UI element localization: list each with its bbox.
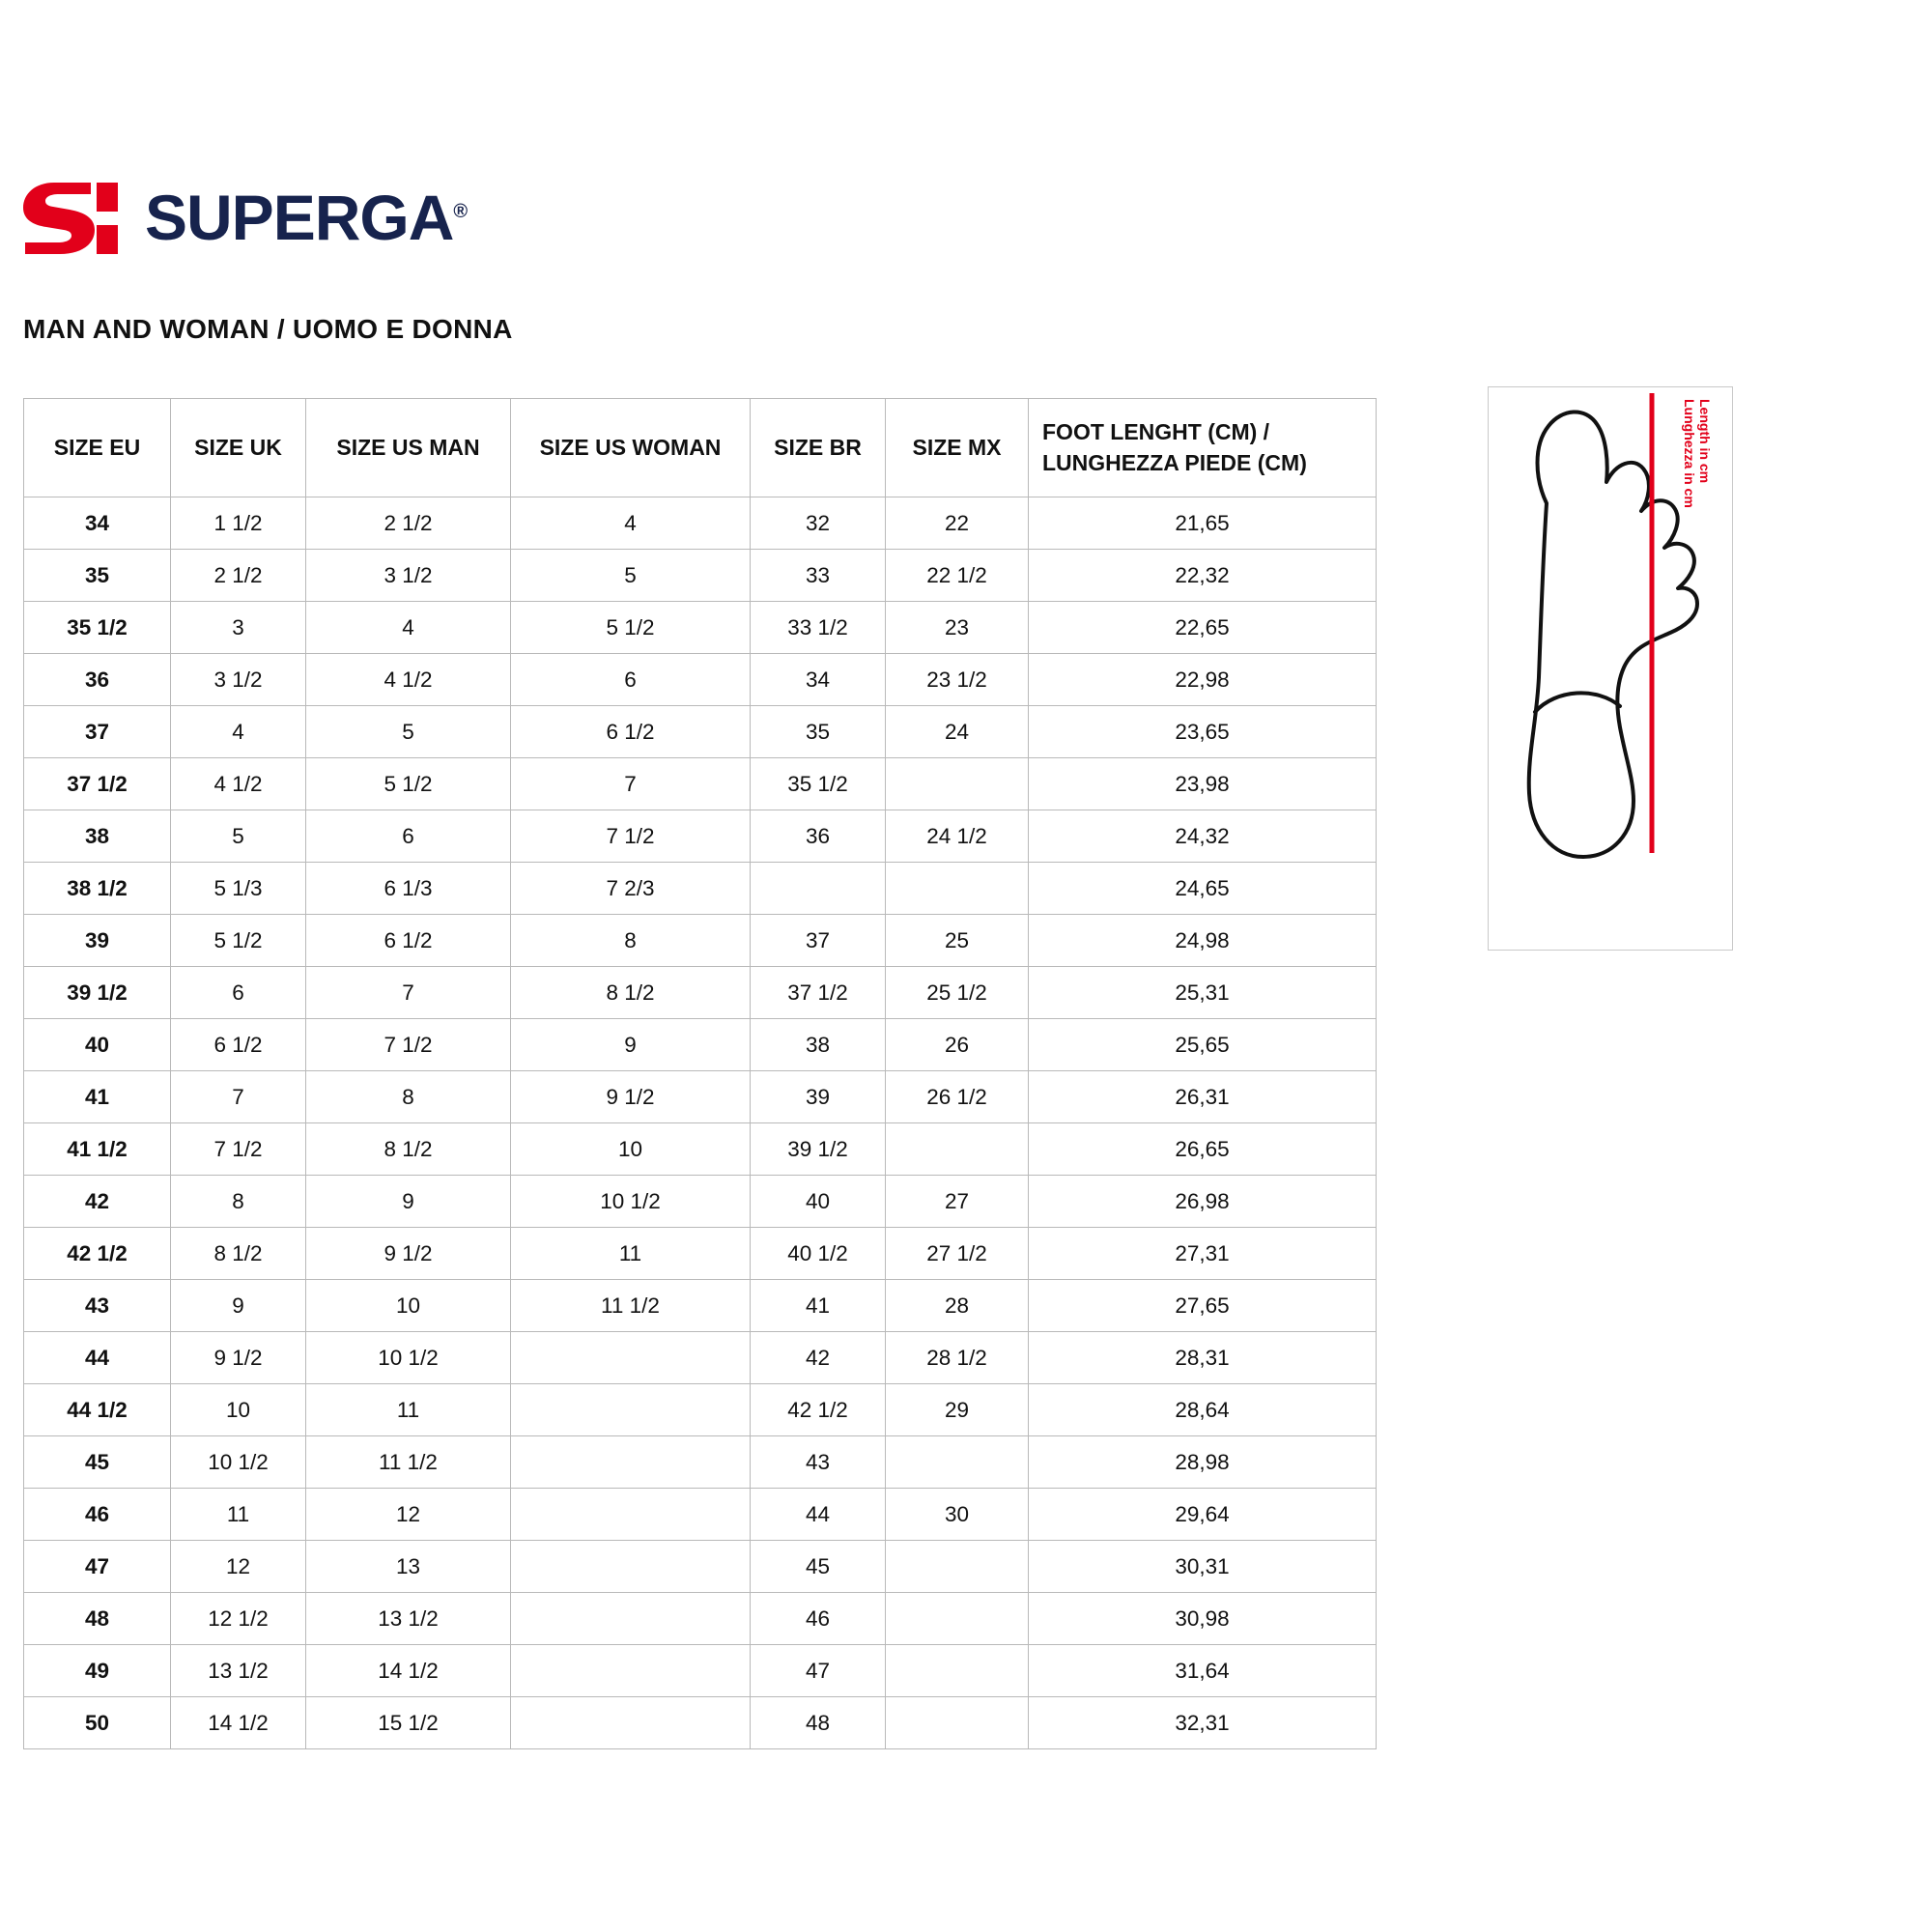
cell-col-us-woman xyxy=(511,1489,751,1541)
cell-col-us-woman: 10 1/2 xyxy=(511,1176,751,1228)
cell-col-us-man: 3 1/2 xyxy=(306,550,511,602)
cell-col-br: 48 xyxy=(751,1697,886,1749)
cell-col-mx: 26 1/2 xyxy=(886,1071,1029,1123)
table-row xyxy=(24,706,1377,758)
cell-col-eu: 46 xyxy=(24,1489,171,1541)
cell-col-uk: 10 xyxy=(171,1384,306,1436)
cell-col-us-man: 5 xyxy=(306,706,511,758)
cell-col-us-man: 13 xyxy=(306,1541,511,1593)
cell-col-us-man: 15 1/2 xyxy=(306,1697,511,1749)
cell-col-us-woman xyxy=(511,1436,751,1489)
cell-col-foot-length: 30,31 xyxy=(1029,1541,1377,1593)
table-row xyxy=(24,1593,1377,1645)
cell-col-us-woman: 6 xyxy=(511,654,751,706)
cell-col-foot-length: 24,65 xyxy=(1029,863,1377,915)
table-row xyxy=(24,1436,1377,1489)
cell-col-mx: 25 xyxy=(886,915,1029,967)
cell-col-us-man: 13 1/2 xyxy=(306,1593,511,1645)
cell-col-mx: 24 1/2 xyxy=(886,810,1029,863)
cell-col-us-man: 7 1/2 xyxy=(306,1019,511,1071)
table-row xyxy=(24,758,1377,810)
cell-col-eu: 41 xyxy=(24,1071,171,1123)
page-subtitle: MAN AND WOMAN / UOMO E DONNA xyxy=(23,314,513,344)
cell-col-us-woman xyxy=(511,1332,751,1384)
cell-col-uk: 9 1/2 xyxy=(171,1332,306,1384)
table-row xyxy=(24,1019,1377,1071)
cell-col-uk: 4 1/2 xyxy=(171,758,306,810)
cell-col-us-man: 6 xyxy=(306,810,511,863)
table-row xyxy=(24,1384,1377,1436)
cell-col-eu: 37 1/2 xyxy=(24,758,171,810)
cell-col-foot-length: 29,64 xyxy=(1029,1489,1377,1541)
cell-col-br: 40 1/2 xyxy=(751,1228,886,1280)
cell-col-foot-length: 31,64 xyxy=(1029,1645,1377,1697)
cell-col-mx: 23 1/2 xyxy=(886,654,1029,706)
cell-col-mx xyxy=(886,758,1029,810)
cell-col-br: 35 1/2 xyxy=(751,758,886,810)
cell-col-eu: 36 xyxy=(24,654,171,706)
cell-col-us-woman: 9 1/2 xyxy=(511,1071,751,1123)
cell-col-us-man: 10 1/2 xyxy=(306,1332,511,1384)
cell-col-eu: 44 1/2 xyxy=(24,1384,171,1436)
foot-length-line-1: FOOT LENGHT (CM) / xyxy=(1042,419,1270,445)
cell-col-uk: 5 1/3 xyxy=(171,863,306,915)
cell-col-us-woman xyxy=(511,1384,751,1436)
cell-col-eu: 48 xyxy=(24,1593,171,1645)
cell-col-br: 41 xyxy=(751,1280,886,1332)
cell-col-eu: 38 1/2 xyxy=(24,863,171,915)
cell-col-mx: 24 xyxy=(886,706,1029,758)
cell-col-br: 37 1/2 xyxy=(751,967,886,1019)
cell-col-foot-length: 30,98 xyxy=(1029,1593,1377,1645)
cell-col-uk: 3 1/2 xyxy=(171,654,306,706)
cell-col-eu: 35 1/2 xyxy=(24,602,171,654)
cell-col-br: 39 1/2 xyxy=(751,1123,886,1176)
cell-col-br: 33 xyxy=(751,550,886,602)
foot-measurement-diagram xyxy=(1488,386,1733,951)
cell-col-uk: 2 1/2 xyxy=(171,550,306,602)
cell-col-br: 44 xyxy=(751,1489,886,1541)
cell-col-us-man: 9 xyxy=(306,1176,511,1228)
cell-col-mx: 27 1/2 xyxy=(886,1228,1029,1280)
table-row xyxy=(24,1697,1377,1749)
cell-col-foot-length: 24,32 xyxy=(1029,810,1377,863)
column-header-size-uk: SIZE UK xyxy=(171,399,306,497)
table-row xyxy=(24,967,1377,1019)
cell-col-foot-length: 28,64 xyxy=(1029,1384,1377,1436)
cell-col-eu: 43 xyxy=(24,1280,171,1332)
cell-col-eu: 40 xyxy=(24,1019,171,1071)
cell-col-foot-length: 22,65 xyxy=(1029,602,1377,654)
cell-col-foot-length: 24,98 xyxy=(1029,915,1377,967)
brand-name: SUPERGA xyxy=(145,182,454,253)
cell-col-us-woman: 7 2/3 xyxy=(511,863,751,915)
cell-col-us-woman: 6 1/2 xyxy=(511,706,751,758)
column-header-size-us-man: SIZE US MAN xyxy=(306,399,511,497)
cell-col-us-man: 7 xyxy=(306,967,511,1019)
cell-col-us-man: 2 1/2 xyxy=(306,497,511,550)
table-row xyxy=(24,1280,1377,1332)
cell-col-br: 42 1/2 xyxy=(751,1384,886,1436)
table-row xyxy=(24,654,1377,706)
foot-length-line-2: LUNGHEZZA PIEDE (CM) xyxy=(1042,449,1307,475)
table-row xyxy=(24,1123,1377,1176)
cell-col-mx: 22 1/2 xyxy=(886,550,1029,602)
cell-col-us-woman xyxy=(511,1541,751,1593)
cell-col-br: 37 xyxy=(751,915,886,967)
cell-col-us-man: 11 xyxy=(306,1384,511,1436)
cell-col-foot-length: 28,31 xyxy=(1029,1332,1377,1384)
cell-col-us-woman: 4 xyxy=(511,497,751,550)
cell-col-mx: 25 1/2 xyxy=(886,967,1029,1019)
cell-col-mx: 26 xyxy=(886,1019,1029,1071)
cell-col-mx xyxy=(886,1541,1029,1593)
cell-col-br: 38 xyxy=(751,1019,886,1071)
cell-col-br: 45 xyxy=(751,1541,886,1593)
table-row xyxy=(24,915,1377,967)
cell-col-uk: 4 xyxy=(171,706,306,758)
cell-col-mx: 28 xyxy=(886,1280,1029,1332)
column-header-size-br: SIZE BR xyxy=(751,399,886,497)
cell-col-uk: 9 xyxy=(171,1280,306,1332)
cell-col-foot-length: 27,31 xyxy=(1029,1228,1377,1280)
cell-col-mx: 22 xyxy=(886,497,1029,550)
cell-col-uk: 8 1/2 xyxy=(171,1228,306,1280)
column-header-foot-length xyxy=(1029,399,1377,497)
cell-col-uk: 6 xyxy=(171,967,306,1019)
cell-col-br: 42 xyxy=(751,1332,886,1384)
cell-col-mx xyxy=(886,863,1029,915)
cell-col-uk: 12 xyxy=(171,1541,306,1593)
cell-col-br: 47 xyxy=(751,1645,886,1697)
cell-col-us-man: 4 1/2 xyxy=(306,654,511,706)
table-row xyxy=(24,1228,1377,1280)
cell-col-us-man: 9 1/2 xyxy=(306,1228,511,1280)
cell-col-mx xyxy=(886,1697,1029,1749)
cell-col-eu: 45 xyxy=(24,1436,171,1489)
cell-col-foot-length: 27,65 xyxy=(1029,1280,1377,1332)
cell-col-foot-length: 23,98 xyxy=(1029,758,1377,810)
cell-col-foot-length: 22,32 xyxy=(1029,550,1377,602)
cell-col-foot-length: 23,65 xyxy=(1029,706,1377,758)
registered-mark: ® xyxy=(453,201,468,222)
cell-col-eu: 47 xyxy=(24,1541,171,1593)
column-header-size-eu: SIZE EU xyxy=(24,399,171,497)
cell-col-foot-length: 32,31 xyxy=(1029,1697,1377,1749)
cell-col-eu: 44 xyxy=(24,1332,171,1384)
cell-col-us-woman: 11 1/2 xyxy=(511,1280,751,1332)
cell-col-us-man: 6 1/2 xyxy=(306,915,511,967)
diagram-label-en: Length in cm xyxy=(1697,399,1713,484)
cell-col-us-woman: 5 xyxy=(511,550,751,602)
cell-col-br: 34 xyxy=(751,654,886,706)
cell-col-us-woman xyxy=(511,1697,751,1749)
cell-col-br: 36 xyxy=(751,810,886,863)
cell-col-br xyxy=(751,863,886,915)
cell-col-foot-length: 26,31 xyxy=(1029,1071,1377,1123)
cell-col-uk: 1 1/2 xyxy=(171,497,306,550)
cell-col-us-woman: 5 1/2 xyxy=(511,602,751,654)
cell-col-eu: 42 xyxy=(24,1176,171,1228)
cell-col-uk: 5 xyxy=(171,810,306,863)
cell-col-eu: 41 1/2 xyxy=(24,1123,171,1176)
cell-col-us-woman: 7 1/2 xyxy=(511,810,751,863)
cell-col-mx xyxy=(886,1645,1029,1697)
table-header-row xyxy=(24,399,1377,497)
cell-col-br: 33 1/2 xyxy=(751,602,886,654)
cell-col-mx xyxy=(886,1123,1029,1176)
table-row xyxy=(24,863,1377,915)
cell-col-us-man: 12 xyxy=(306,1489,511,1541)
cell-col-us-woman: 9 xyxy=(511,1019,751,1071)
cell-col-mx xyxy=(886,1436,1029,1489)
table-row xyxy=(24,1176,1377,1228)
cell-col-us-man: 14 1/2 xyxy=(306,1645,511,1697)
cell-col-us-man: 8 1/2 xyxy=(306,1123,511,1176)
cell-col-mx: 29 xyxy=(886,1384,1029,1436)
cell-col-uk: 8 xyxy=(171,1176,306,1228)
cell-col-uk: 12 1/2 xyxy=(171,1593,306,1645)
cell-col-eu: 35 xyxy=(24,550,171,602)
cell-col-mx xyxy=(886,1593,1029,1645)
cell-col-us-woman: 11 xyxy=(511,1228,751,1280)
cell-col-us-woman: 10 xyxy=(511,1123,751,1176)
cell-col-uk: 7 xyxy=(171,1071,306,1123)
cell-col-us-man: 11 1/2 xyxy=(306,1436,511,1489)
cell-col-mx: 23 xyxy=(886,602,1029,654)
cell-col-foot-length: 25,65 xyxy=(1029,1019,1377,1071)
table-row xyxy=(24,1541,1377,1593)
cell-col-eu: 39 1/2 xyxy=(24,967,171,1019)
column-header-size-mx: SIZE MX xyxy=(886,399,1029,497)
cell-col-br: 32 xyxy=(751,497,886,550)
cell-col-foot-length: 26,65 xyxy=(1029,1123,1377,1176)
cell-col-uk: 13 1/2 xyxy=(171,1645,306,1697)
cell-col-foot-length: 22,98 xyxy=(1029,654,1377,706)
cell-col-eu: 34 xyxy=(24,497,171,550)
cell-col-uk: 7 1/2 xyxy=(171,1123,306,1176)
cell-col-br: 35 xyxy=(751,706,886,758)
cell-col-us-woman: 8 1/2 xyxy=(511,967,751,1019)
cell-col-uk: 14 1/2 xyxy=(171,1697,306,1749)
table-row xyxy=(24,1071,1377,1123)
cell-col-br: 39 xyxy=(751,1071,886,1123)
cell-col-eu: 39 xyxy=(24,915,171,967)
cell-col-uk: 6 1/2 xyxy=(171,1019,306,1071)
cell-col-uk: 10 1/2 xyxy=(171,1436,306,1489)
cell-col-mx: 28 1/2 xyxy=(886,1332,1029,1384)
cell-col-foot-length: 25,31 xyxy=(1029,967,1377,1019)
brand-wordmark xyxy=(145,182,468,253)
cell-col-us-woman: 8 xyxy=(511,915,751,967)
table-row xyxy=(24,602,1377,654)
cell-col-us-man: 10 xyxy=(306,1280,511,1332)
cell-col-eu: 42 1/2 xyxy=(24,1228,171,1280)
cell-col-foot-length: 26,98 xyxy=(1029,1176,1377,1228)
superga-s-icon xyxy=(21,179,135,256)
table-row xyxy=(24,550,1377,602)
cell-col-foot-length: 28,98 xyxy=(1029,1436,1377,1489)
cell-col-us-man: 5 1/2 xyxy=(306,758,511,810)
cell-col-us-woman xyxy=(511,1645,751,1697)
cell-col-br: 40 xyxy=(751,1176,886,1228)
cell-col-uk: 5 1/2 xyxy=(171,915,306,967)
cell-col-br: 43 xyxy=(751,1436,886,1489)
cell-col-us-man: 6 1/3 xyxy=(306,863,511,915)
cell-col-eu: 49 xyxy=(24,1645,171,1697)
cell-col-foot-length: 21,65 xyxy=(1029,497,1377,550)
cell-col-us-man: 4 xyxy=(306,602,511,654)
table-body xyxy=(24,497,1377,1749)
cell-col-eu: 50 xyxy=(24,1697,171,1749)
table-row xyxy=(24,1645,1377,1697)
cell-col-mx: 27 xyxy=(886,1176,1029,1228)
cell-col-eu: 37 xyxy=(24,706,171,758)
cell-col-br: 46 xyxy=(751,1593,886,1645)
cell-col-uk: 11 xyxy=(171,1489,306,1541)
cell-col-eu: 38 xyxy=(24,810,171,863)
cell-col-us-woman: 7 xyxy=(511,758,751,810)
size-chart-table xyxy=(23,398,1377,1749)
table-row xyxy=(24,810,1377,863)
cell-col-uk: 3 xyxy=(171,602,306,654)
table-row xyxy=(24,1332,1377,1384)
table-row xyxy=(24,1489,1377,1541)
cell-col-us-man: 8 xyxy=(306,1071,511,1123)
table-row xyxy=(24,497,1377,550)
brand-logo xyxy=(21,179,467,256)
cell-col-us-woman xyxy=(511,1593,751,1645)
cell-col-mx: 30 xyxy=(886,1489,1029,1541)
column-header-size-us-woman: SIZE US WOMAN xyxy=(511,399,751,497)
size-table-container xyxy=(23,398,1376,1749)
diagram-label-it: Lunghezza in cm xyxy=(1682,399,1697,508)
